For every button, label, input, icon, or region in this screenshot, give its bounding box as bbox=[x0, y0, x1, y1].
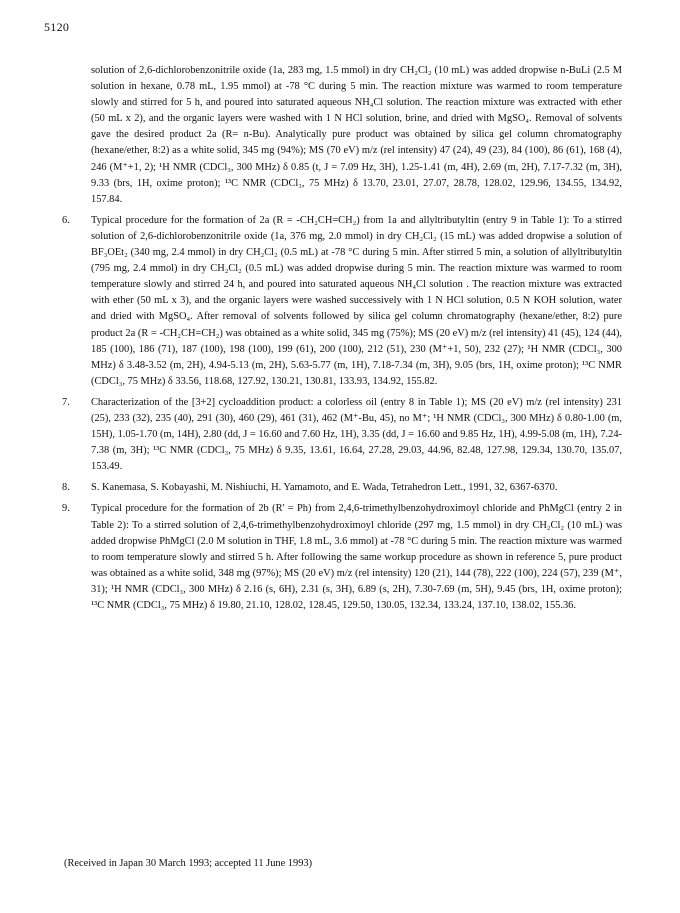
continued-paragraph: solution of 2,6-dichlorobenzonitrile oxide (1a, 283 mg, 1.5 mmol) in dry CH₂Cl₂ (10 mL) was added dropwise n-BuLi (2.5 M solution in hexane, 0.78 mL, 1.95 mmol) at -78 °C during 5 min. The reaction mixture was warmed to room temperature slowly and stirred for 5 h, and poured into saturated aqueous NH₄Cl solution. The reaction mixture was extracted with ether (50 mL x 2), and the organic layers were washed with 1 N HCl solution, brine, and dried with MgSO₄. Removal of solvents gave the desired product 2a (R= n-Bu). Analytically pure product was obtained by silica gel column chromatography (hexane/ether, 8:2) as a white solid, 345 mg (94%); MS (70 eV) m/z (rel intensity) 47 (24), 49 (23), 84 (100), 86 (61), 168 (4), 246 (M⁺+1, 2); ¹H NMR (CDCl₃, 300 MHz) δ 0.85 (t, J = 7.09 Hz, 3H), 1.25-1.41 (m, 4H), 2.69 (m, 2H), 7.17-7.32 (m, 3H), 9.33 (brs, 1H, oxime proton); ¹³C NMR (CDCl₃, 75 MHz) δ 13.70, 23.01, 27.07, 28.78, 128.02, 129.96, 134.55, 134.92, 157.84. bbox=[91, 65, 622, 205]
note-6 bbox=[62, 213, 622, 390]
page-number: 5120 bbox=[44, 20, 70, 34]
note-number: 7. bbox=[62, 396, 70, 408]
note-7 bbox=[62, 395, 622, 475]
note-text: Typical procedure for the formation of 2b (R' = Ph) from 2,4,6-trimethylbenzohydroximoyl chloride and PhMgCl (entry 2 in Table 2): To a stirred solution of 2,4,6-trimethylbenzohydroximoyl chloride (297 mg, 1.5 mmol) in dry CH₂Cl₂ (10 mL) was added dropwise PhMgCl (2.0 M solution in THF, 1.8 mL, 3.6 mmol) at -78 °C during 5 min. The reaction mixture was warmed to room temperature slowly and stirred 5 h. After following the same workup procedure as shown in reference 5, pure product was obtained as a white solid, 348 mg (97%); MS (20 eV) m/z (rel intensity) 120 (21), 144 (78), 222 (100), 224 (57), 239 (M⁺, 31); ¹H NMR (CDCl₃, 300 MHz) δ 2.16 (s, 6H), 2.31 (s, 3H), 6.89 (s, 2H), 7.30-7.69 (m, 5H), 9.45 (brs, 1H, oxime proton); ¹³C NMR (CDCl₃, 75 MHz) δ 19.80, 21.10, 128.02, 128.45, 129.50, 130.05, 132.34, 133.24, 137.10, 138.02, 155.36. bbox=[91, 503, 622, 611]
note-number: 9. bbox=[62, 503, 70, 515]
note-number: 8. bbox=[62, 482, 70, 494]
body-text bbox=[62, 63, 622, 614]
note-text: S. Kanemasa, S. Kobayashi, M. Nishiuchi, H. Yamamoto, and E. Wada, Tetrahedron Lett., 1991, 32, 6367-6370. bbox=[91, 482, 558, 494]
note-text: Characterization of the [3+2] cycloaddition product: a colorless oil (entry 8 in Table 1); MS (20 eV) m/z (rel intensity) 231 (25), 233 (32), 235 (40), 291 (30), 460 (29), 461 (31), 462 (M⁺-Bu, 45), no M⁺; ¹H NMR (CDCl₃, 300 MHz) δ 0.80-1.00 (m, 15H), 1.05-1.70 (m, 14H), 2.80 (dd, J = 16.60 and 7.60 Hz, 1H), 3.35 (dd, J = 16.60 and 9.85 Hz, 1H), 4.99-5.08 (m, 1H), 7.24-7.38 (m, 3H); ¹³C NMR (CDCl₃, 75 MHz) δ 9.35, 13.61, 16.64, 27.28, 29.03, 44.96, 82.48, 127.98, 129.34, 130.70, 135.07, 153.49. bbox=[91, 396, 622, 473]
note-text: Typical procedure for the formation of 2a (R = -CH₂CH=CH₂) from 1a and allyltributyltin (entry 9 in Table 1): To a stirred solution of 2,6-dichlorobenzonitrile oxide (1a, 376 mg, 2.0 mmol) in dry CH₂Cl₂ (15 mL) was added dropwise a solution of BF₃OEt₂ (340 mg, 2.4 mmol) in dry CH₂Cl₂ (0.5 mL) at -78 °C during 5 min. After stirred 5 min, a solution of allyltributyltin (795 mg, 2.4 mmol) in dry CH₂Cl₂ (0.5 mL) was added dropwise during 5 min. The reaction mixture was warmed to room temperature slowly and stirred 24 h, and poured into saturated aqueous NH₄Cl solution . The reaction mixture was extracted with ether (50 mL x 3), and the organic layers were washed successively with 1 N HCl solution, 0.5 N KOH solution, water and dried with MgSO₄. After removal of solvents followed by silica gel column chromatography (hexane/ether, 8:2) pure product 2a (R = -CH₂CH=CH₂) was obtained as a white solid, 345 mg (75%); MS (20 eV) m/z (rel intensity) 41 (45), 124 (44), 185 (100), 186 (71), 187 (100), 198 (100), 199 (61), 200 (100), 212 (51), 230 (M⁺+1, 50), 232 (27); ¹H NMR (CDCl₃, 300 MHz) δ 3.48-3.52 (m, 2H), 4.94-5.13 (m, 2H), 5.63-5.77 (m, 1H), 7.18-7.34 (m, 3H), 9.05 (brs, 1H, oxime proton); ¹³C NMR (CDCl₃, 75 MHz) δ 33.56, 118.68, 127.92, 130.21, 130.81, 133.93, 134.92, 155.82. bbox=[91, 214, 622, 387]
note-9 bbox=[62, 501, 622, 614]
note-8 bbox=[62, 480, 622, 496]
received-line: (Received in Japan 30 March 1993; accepted 11 June 1993) bbox=[64, 858, 313, 869]
note-number: 6. bbox=[62, 214, 70, 226]
